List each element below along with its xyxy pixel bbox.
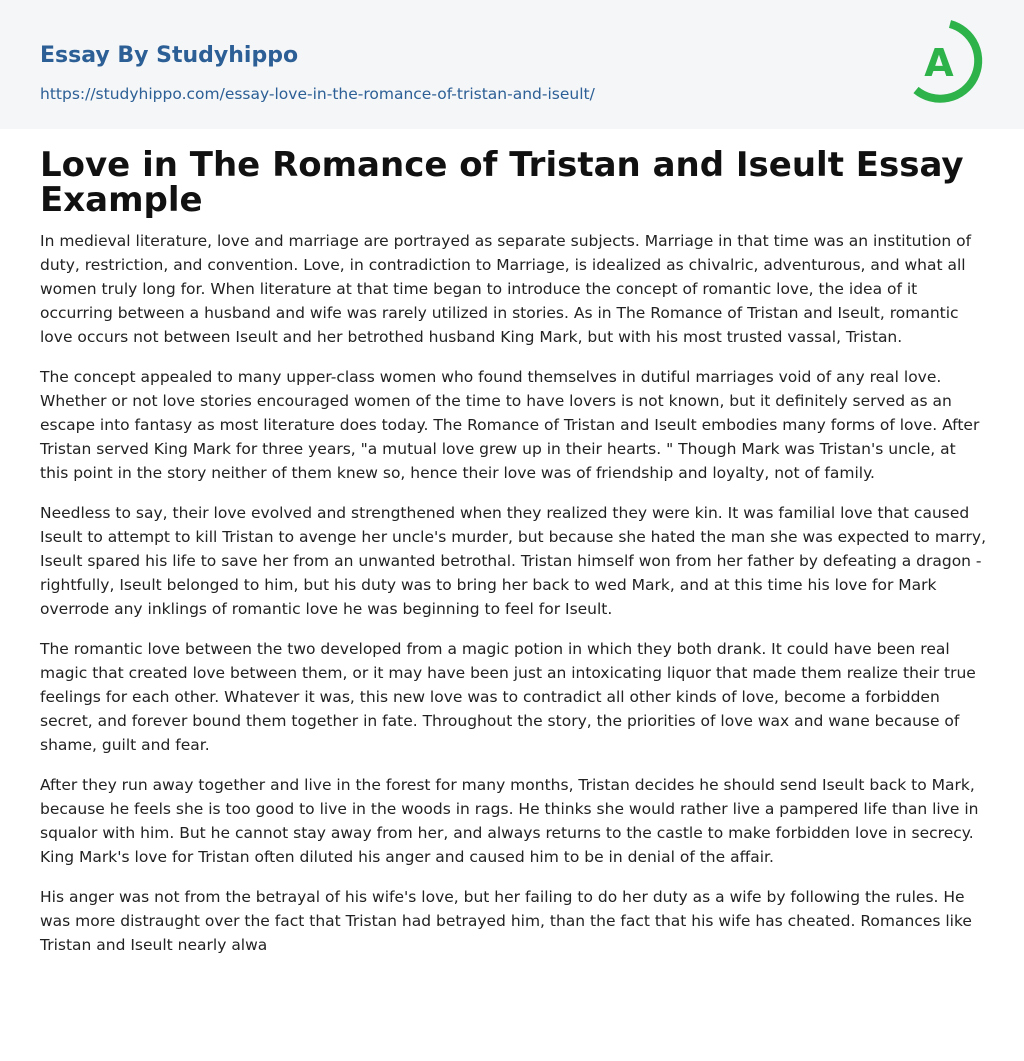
studyhippo-logo-icon[interactable]: [912, 20, 986, 106]
essay-paragraph: In medieval literature, love and marriage are portrayed as separate subjects. Marriage in that time was an institution of duty, restriction, and convention. Love, in contradiction to Marriage, is idealized as chivalric, adventurous, and what all women truly long for. When literature at that time began to introduce the concept of romantic love, the idea of it occurring between a husband and wife was rarely utilized in stories. As in The Romance of Tristan and Iseult, romantic love occurs not between Iseult and her betrothed husband King Mark, but with his most trusted vassal, Tristan.: [40, 232, 972, 346]
essay-body: [40, 229, 986, 973]
essay-paragraph: The concept appealed to many upper-class women who found themselves in dutiful marriages void of any real love. Whether or not love stories encouraged women of the time to have lovers is not known, but it definitely served as an escape into fantasy as most literature does today. The Romance of Tristan and Iseult embodies many forms of love. After Tristan served King Mark for three years, "a mutual love grew up in their hearts. " Though Mark was Tristan's uncle, at this point in the story neither of them knew so, hence their love was of friendship and loyalty, not of family.: [40, 368, 980, 482]
essay-url-link[interactable]: https://studyhippo.com/essay-love-in-the-romance-of-tristan-and-iseult/: [40, 85, 595, 103]
essay-paragraph: Needless to say, their love evolved and strengthened when they realized they were kin. It was familial love that caused Iseult to attempt to kill Tristan to avenge her uncle's murder, but because she hated the man she was expected to marry, Iseult spared his life to save her from an unwanted betrothal. Tristan himself won from her father by defeating a dragon - rightfully, Iseult belonged to him, but his duty was to bring her back to wed Mark, and at this time his love for Mark overrode any inklings of romantic love he was beginning to feel for Iseult.: [40, 504, 987, 618]
page-title: Love in The Romance of Tristan and Iseult Essay Example: [40, 145, 964, 220]
essay-paragraph: His anger was not from the betrayal of his wife's love, but her failing to do her duty as a wife by following the rules. He was more distraught over the fact that Tristan had betrayed him, than the fact that his wife has cheated. Romances like Tristan and Iseult nearly alwa: [40, 888, 972, 954]
essay-paragraph: The romantic love between the two developed from a magic potion in which they both drank. It could have been real magic that created love between them, or it may have been just an intoxicating liquor that made them realize their true feelings for each other. Whatever it was, this new love was to contradict all other kinds of love, become a forbidden secret, and forever bound them together in fate. Throughout the story, the priorities of love wax and wane because of shame, guilt and fear.: [40, 640, 976, 754]
essay-paragraph: After they run away together and live in the forest for many months, Tristan decides he should send Iseult back to Mark, because he feels she is too good to live in the woods in rags. He thinks she would rather live a pampered life than live in squalor with him. But he cannot stay away from her, and always returns to the castle to make forbidden love in secrecy. King Mark's love for Tristan often diluted his anger and caused him to be in denial of the affair.: [40, 776, 979, 866]
site-header: [0, 0, 1024, 129]
logo-letter: A: [924, 41, 954, 85]
site-name[interactable]: Essay By Studyhippo: [40, 43, 299, 68]
